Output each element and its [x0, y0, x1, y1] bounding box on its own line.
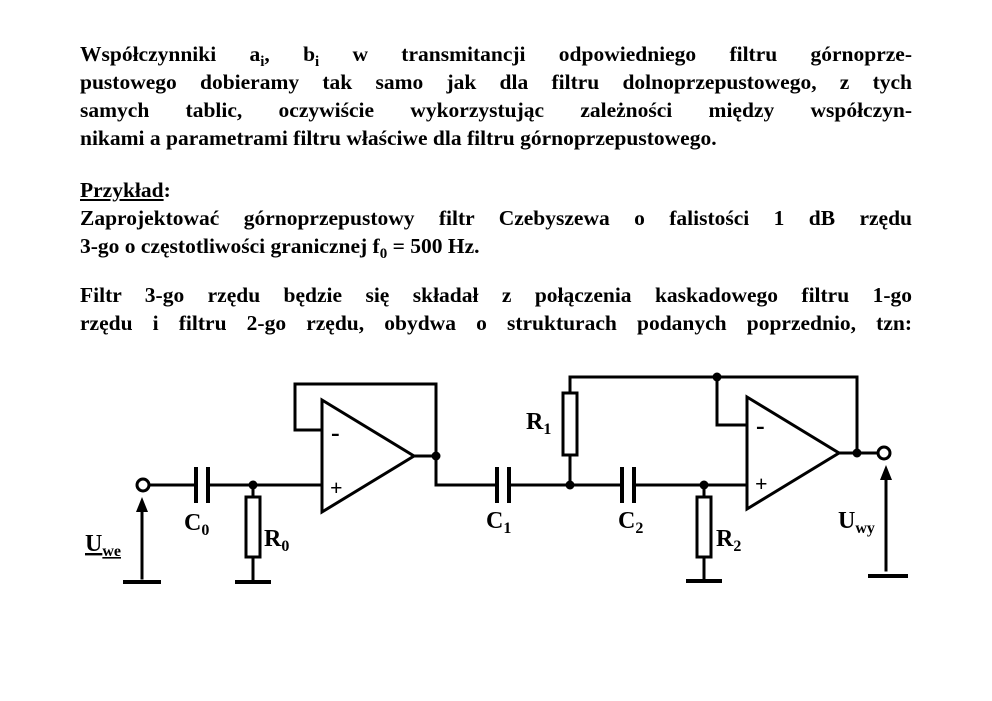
uwy-arrow-head: [880, 465, 892, 480]
label-r0: $R_0$: [264, 526, 290, 555]
intro-line-4: nikami a parametrami filtru właściwe dla filtru górnoprzepustowego.: [80, 126, 717, 150]
op2-plus-sign: +: [755, 471, 768, 496]
intro-line-3: samych tablic, oczywiście wykorzystując zależności między współczyn-: [80, 98, 912, 122]
label-uwe: $U_{we}$: [85, 531, 121, 560]
label-c1: $C_1$: [486, 508, 512, 537]
label-r2: $R_2$: [716, 526, 742, 555]
label-c2: $C_2$: [618, 508, 644, 537]
uwe-arrow-head: [136, 497, 148, 512]
output-terminal: [878, 447, 890, 459]
op1-plus-sign: +: [330, 475, 343, 500]
op2-minus-sign: -: [756, 411, 765, 440]
input-terminal: [137, 479, 149, 491]
structure-line-2: rzędu i filtru 2-go rzędu, obydwa o strukturach podanych poprzednio, tzn:: [80, 311, 912, 335]
intro-line-1: Współczynniki $a_i$, $b_i$ w transmitancji odpowiedniego filtru górnoprze-: [80, 42, 912, 70]
label-uwy: $U_{wy}$: [838, 508, 875, 537]
label-r1: $R_1$: [526, 409, 552, 438]
op1-minus-sign: -: [331, 418, 340, 447]
intro-line-2: pustowego dobieramy tak samo jak dla filtru dolnoprzepustowego, z tych: [80, 70, 912, 94]
example-heading: Przykład:: [80, 178, 171, 202]
label-c0: $C_0$: [184, 510, 210, 539]
example-line-1: Zaprojektować górnoprzepustowy filtr Czebyszewa o falistości 1 dB rzędu: [80, 206, 912, 230]
example-line-2: 3-go o częstotliwości granicznej $f_0 = 500$ Hz.: [80, 234, 480, 262]
structure-line-1: Filtr 3-go rzędu będzie się składał z połączenia kaskadowego filtru 1-go: [80, 283, 912, 307]
